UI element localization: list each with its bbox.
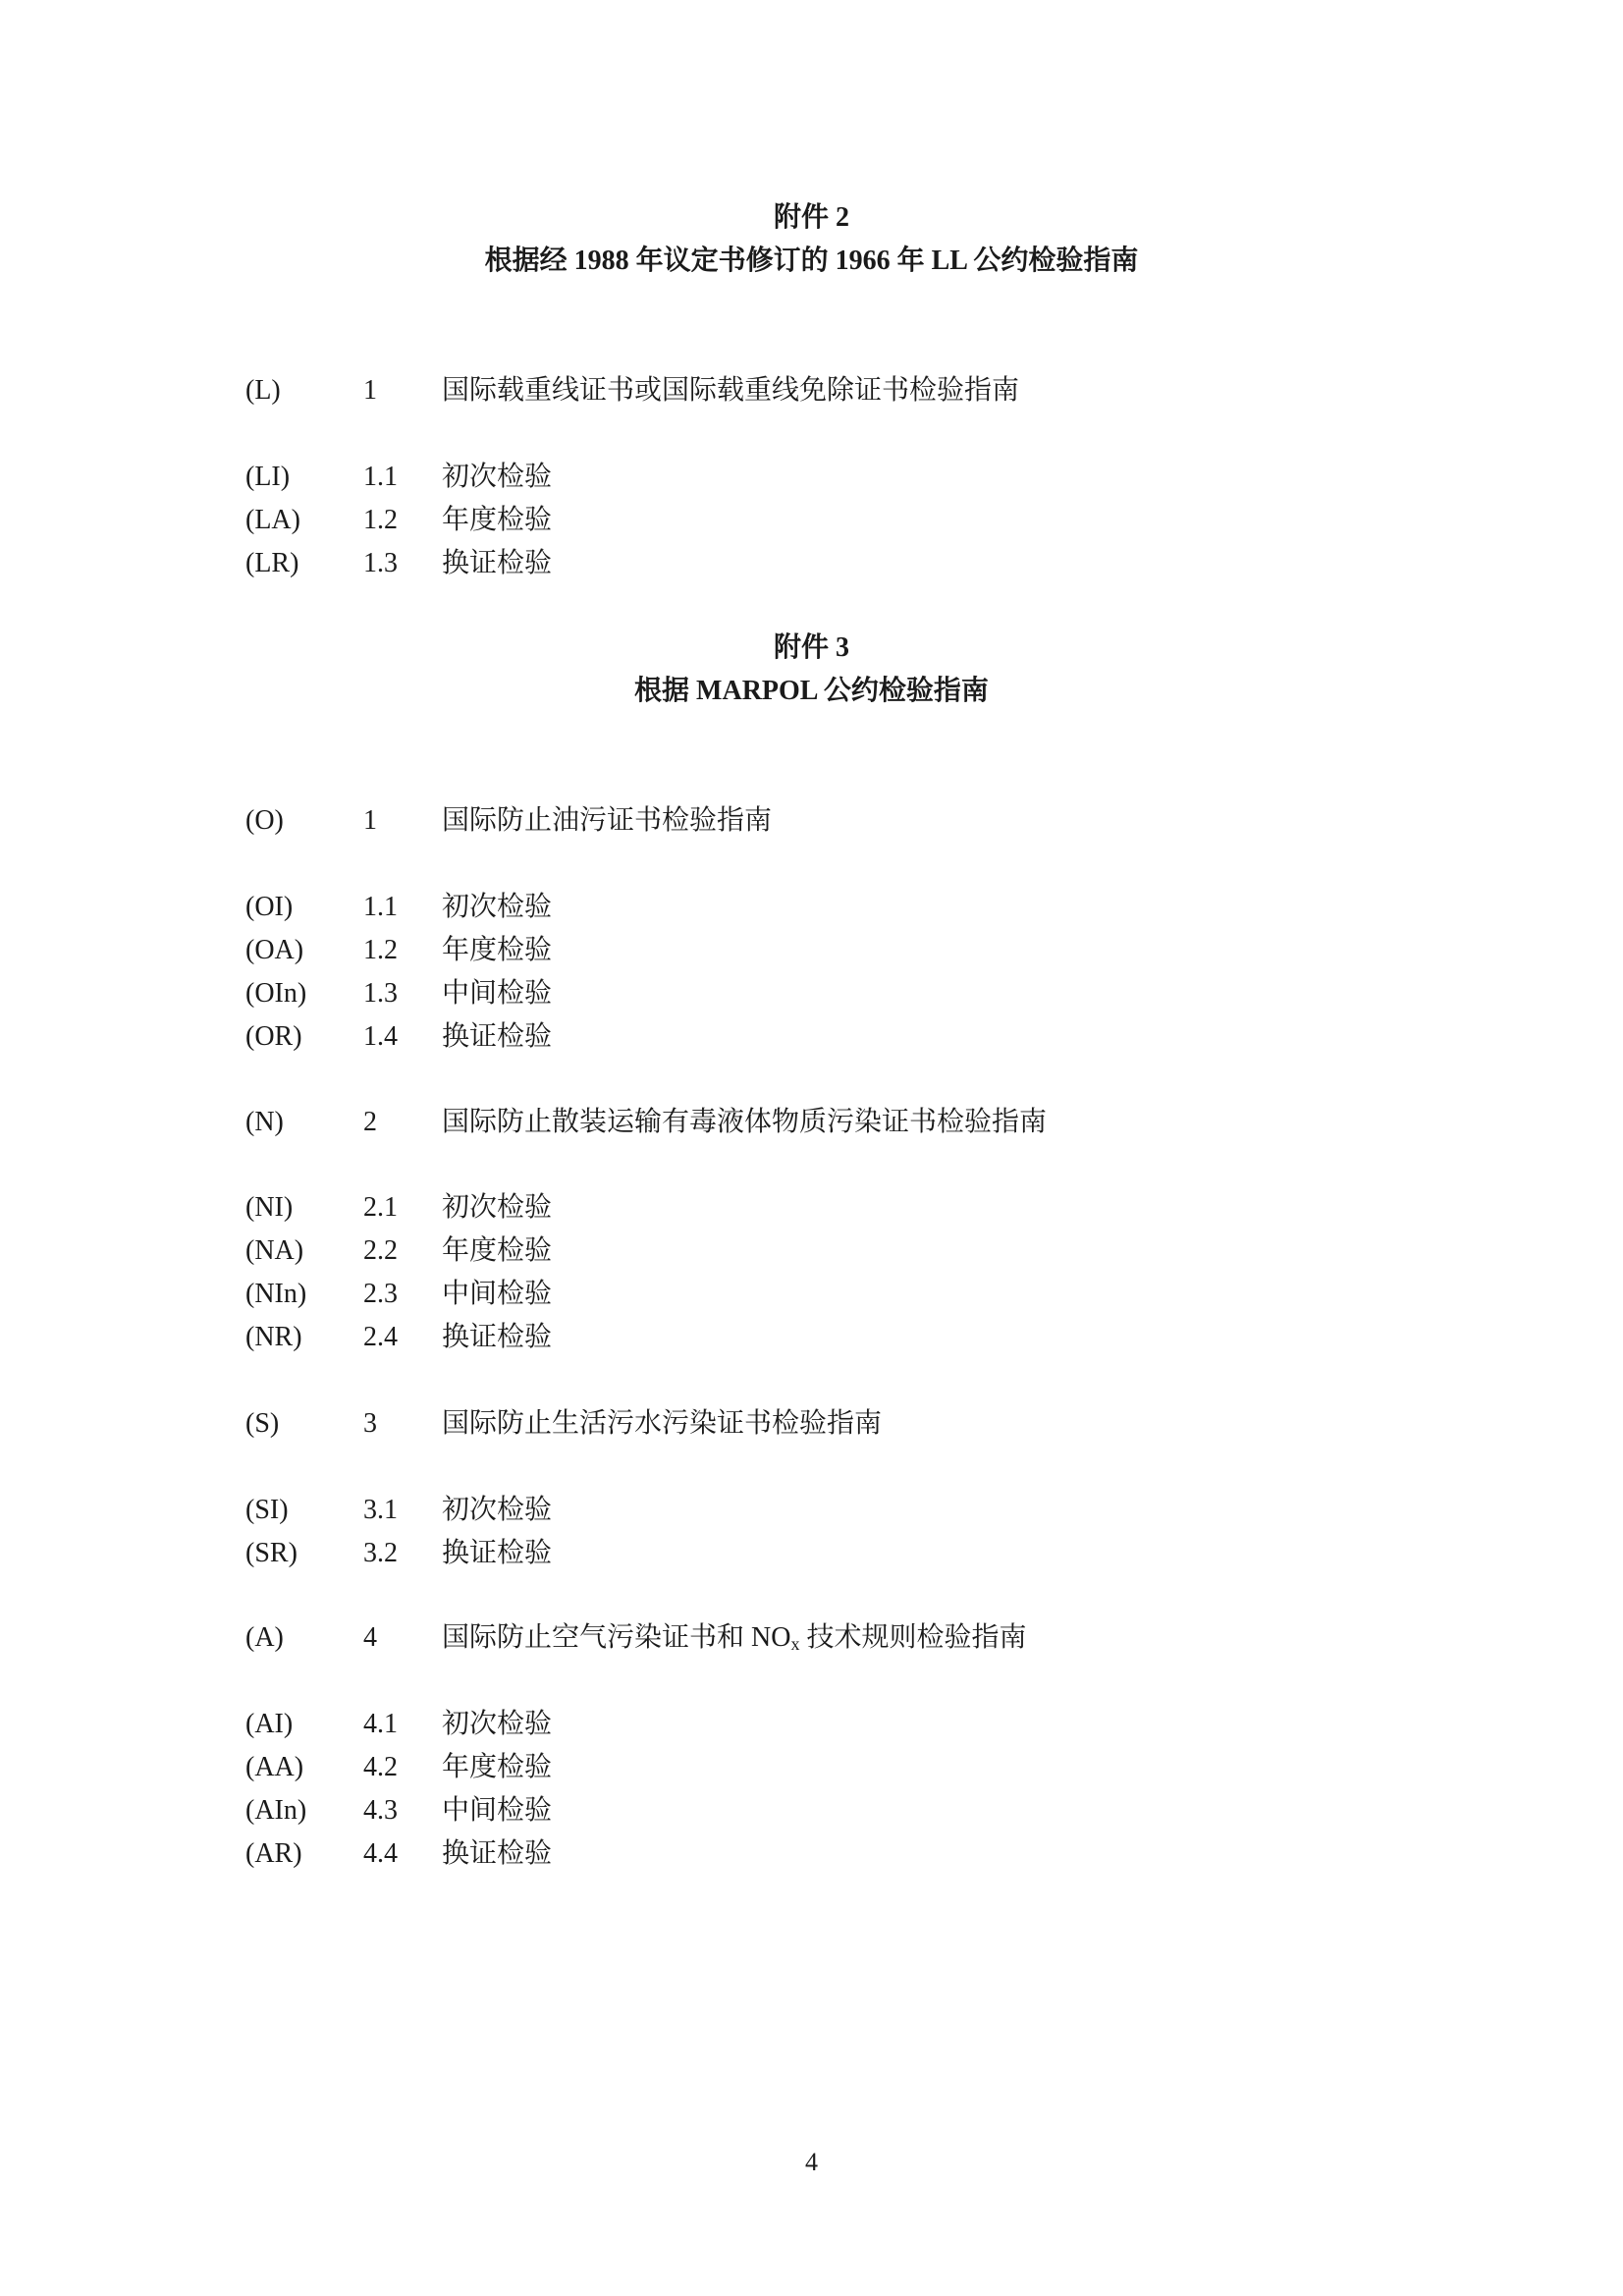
- section-code: (N): [245, 1107, 284, 1137]
- item-title: 初次检验: [442, 892, 553, 922]
- item-code: (OA): [245, 935, 304, 965]
- nox-subscript: x: [790, 1634, 800, 1654]
- section-title: 国际防止散装运输有毒液体物质污染证书检验指南: [442, 1107, 1048, 1137]
- item-title: 初次检验: [442, 462, 553, 492]
- section-title-part: 国际防止空气污染证书和 NO: [442, 1622, 791, 1653]
- item-number: 1.3: [363, 548, 398, 578]
- item-number: 2.3: [363, 1279, 398, 1309]
- item-code: (NIn): [245, 1279, 307, 1309]
- item-number: 3.2: [363, 1538, 398, 1568]
- item-title: 换证检验: [442, 548, 553, 578]
- item-number: 2.4: [363, 1322, 398, 1352]
- item-number: 1.4: [363, 1021, 398, 1052]
- section-title: 国际防止油污证书检验指南: [442, 805, 773, 836]
- section-number: 1: [363, 375, 377, 406]
- section-code: (L): [245, 375, 281, 406]
- item-title: 换证检验: [442, 1322, 553, 1352]
- section-code: (S): [245, 1408, 280, 1439]
- section-number: 3: [363, 1408, 377, 1439]
- section-title-part: 技术规则检验指南: [799, 1622, 1027, 1653]
- item-number: 4.2: [363, 1752, 398, 1782]
- item-number: 1.2: [363, 505, 398, 535]
- item-code: (AA): [245, 1752, 304, 1782]
- item-title: 年度检验: [442, 935, 553, 965]
- item-code: (SR): [245, 1538, 298, 1568]
- annex-3-label: 附件 3: [773, 632, 849, 663]
- section-title: 国际载重线证书或国际载重线免除证书检验指南: [442, 375, 1020, 406]
- item-title: 年度检验: [442, 505, 553, 535]
- section-title: 国际防止生活污水污染证书检验指南: [442, 1408, 883, 1439]
- page-number: 4: [805, 2148, 818, 2176]
- annex-2-title: 根据经 1988 年议定书修订的 1966 年 LL 公约检验指南: [484, 246, 1139, 276]
- item-number: 1.1: [363, 892, 398, 922]
- item-code: (NI): [245, 1192, 294, 1223]
- item-code: (LR): [245, 548, 299, 578]
- item-title: 中间检验: [442, 978, 553, 1009]
- item-code: (OR): [245, 1021, 302, 1052]
- item-code: (LI): [245, 462, 291, 492]
- item-code: (OIn): [245, 978, 307, 1009]
- item-number: 2.2: [363, 1235, 398, 1266]
- item-number: 4.1: [363, 1709, 398, 1739]
- item-code: (SI): [245, 1495, 289, 1525]
- item-number: 1.2: [363, 935, 398, 965]
- item-code: (AI): [245, 1709, 294, 1739]
- item-title: 换证检验: [442, 1538, 553, 1568]
- item-title: 初次检验: [442, 1495, 553, 1525]
- item-number: 4.4: [363, 1838, 398, 1869]
- annex-3-title: 根据 MARPOL 公约检验指南: [634, 676, 989, 706]
- item-code: (OI): [245, 892, 294, 922]
- section-code: (O): [245, 805, 284, 836]
- item-number: 4.3: [363, 1795, 398, 1826]
- section-number: 1: [363, 805, 377, 836]
- item-title: 中间检验: [442, 1795, 553, 1826]
- item-title: 初次检验: [442, 1192, 553, 1223]
- item-number: 1.3: [363, 978, 398, 1009]
- section-number: 2: [363, 1107, 377, 1137]
- annex-2-label: 附件 2: [773, 202, 849, 233]
- item-title: 年度检验: [442, 1235, 553, 1266]
- item-code: (AIn): [245, 1795, 307, 1826]
- item-code: (NA): [245, 1235, 304, 1266]
- item-title: 中间检验: [442, 1279, 553, 1309]
- item-title: 初次检验: [442, 1709, 553, 1739]
- item-title: 年度检验: [442, 1752, 553, 1782]
- item-number: 2.1: [363, 1192, 398, 1223]
- section-title: [442, 1618, 1026, 1658]
- item-code: (AR): [245, 1838, 302, 1869]
- item-code: (LA): [245, 505, 300, 535]
- section-code: (A): [245, 1622, 284, 1653]
- item-code: (NR): [245, 1322, 302, 1352]
- item-number: 1.1: [363, 462, 398, 492]
- item-title: 换证检验: [442, 1021, 553, 1052]
- section-number: 4: [363, 1622, 377, 1653]
- item-number: 3.1: [363, 1495, 398, 1525]
- item-title: 换证检验: [442, 1838, 553, 1869]
